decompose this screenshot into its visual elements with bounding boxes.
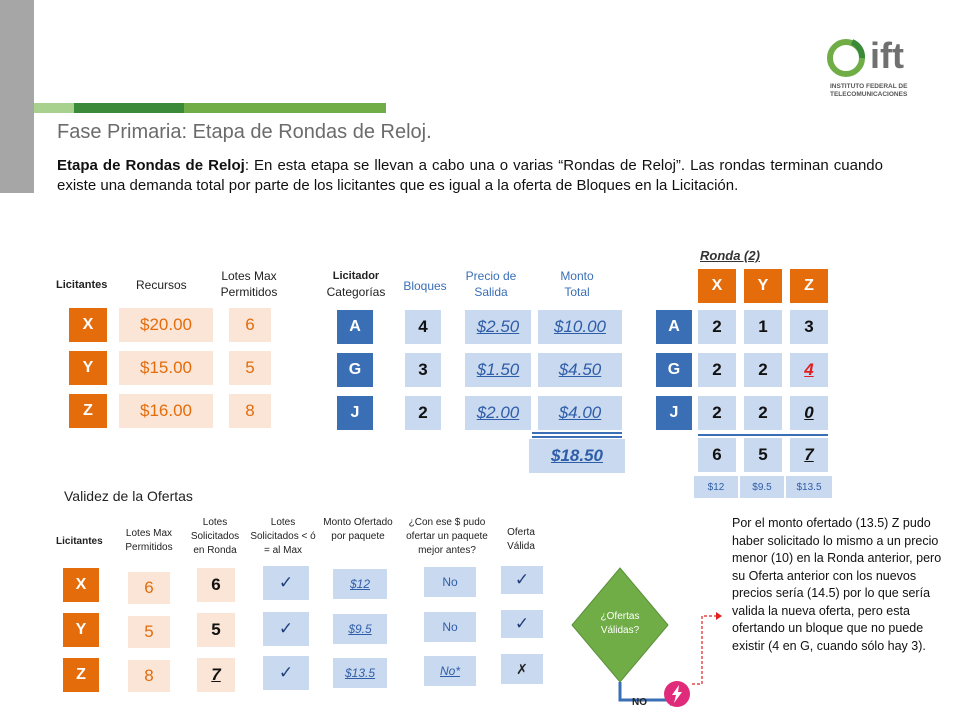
- round-amount-x: $12: [694, 476, 738, 498]
- round-col-z: Z: [790, 269, 828, 303]
- validity-pudo-y: No: [424, 612, 476, 642]
- validity-check-x: ✓: [263, 566, 309, 600]
- validity-max-x: 6: [128, 572, 170, 604]
- ift-logo-line2: TELECOMUNICACIONES: [830, 91, 908, 98]
- validity-monto-z: $13.5: [333, 658, 387, 688]
- decision-diamond: [570, 566, 670, 684]
- categories-total: $18.50: [529, 439, 625, 473]
- validity-title: Validez de la Ofertas: [64, 488, 193, 504]
- page-title: Fase Primaria: Etapa de Rondas de Reloj.: [57, 121, 432, 143]
- category-a-bloques: 4: [405, 310, 441, 344]
- category-j: J: [337, 396, 373, 430]
- round-j-z: 0: [790, 396, 828, 430]
- category-j-monto: $4.00: [538, 396, 622, 430]
- decision-label: ¿Ofertas Válidas?: [600, 611, 640, 636]
- round-col-y: Y: [744, 269, 782, 303]
- bidder-id-x: X: [69, 308, 107, 342]
- categories-header-bloques: Bloques: [403, 279, 447, 293]
- category-a: A: [337, 310, 373, 344]
- validity-valida-x: ✓: [501, 566, 543, 594]
- round-j-y: 2: [744, 396, 782, 430]
- category-g-bloques: 3: [405, 353, 441, 387]
- bidder-id-y: Y: [69, 351, 107, 385]
- categories-header-precio: Precio de Salida: [465, 269, 517, 299]
- header-rule-light: [34, 103, 74, 113]
- validity-header-menor: Lotes Solicitados < ó = al Max: [250, 517, 316, 556]
- validity-id-x: X: [63, 568, 99, 602]
- intro-paragraph: [57, 156, 883, 196]
- validity-max-y: 5: [128, 616, 170, 648]
- validity-sol-x: 6: [197, 568, 235, 602]
- ift-logo-text: ift: [870, 35, 904, 76]
- validity-sol-y: 5: [197, 613, 235, 647]
- round-a-y: 1: [744, 310, 782, 344]
- ift-logo: [826, 36, 946, 100]
- validity-pudo-z: No*: [424, 656, 476, 686]
- round-j-x: 2: [698, 396, 736, 430]
- bidders-header-lotes: Lotes Max Permitidos: [220, 269, 278, 299]
- validity-max-z: 8: [128, 660, 170, 692]
- intro-text: : En esta etapa se llevan a cabo una o varias “Rondas de Reloj”. Las rondas terminan cuando existe una demanda total por parte de los licitantes que es igual a la oferta de Bloques en la Licitación.: [57, 157, 883, 194]
- validity-header-solicitados: Lotes Solicitados en Ronda: [190, 517, 240, 556]
- round-total-z: 7: [790, 438, 828, 472]
- round-amount-y: $9.5: [740, 476, 784, 498]
- validity-sol-z: 7: [197, 658, 235, 692]
- round-amount-z: $13.5: [786, 476, 832, 498]
- category-g-precio: $1.50: [465, 353, 531, 387]
- round-row-a: A: [656, 310, 692, 344]
- category-g: G: [337, 353, 373, 387]
- category-j-bloques: 2: [405, 396, 441, 430]
- validity-id-y: Y: [63, 613, 99, 647]
- bidder-recursos-x: $20.00: [119, 308, 213, 342]
- categories-header-licitador: [316, 268, 396, 300]
- ift-logo-line1: INSTITUTO FEDERAL DE: [830, 83, 908, 90]
- bidders-header-recursos: Recursos: [136, 278, 187, 292]
- bidder-lotes-z: 8: [229, 394, 271, 428]
- round-label: Ronda (2): [700, 248, 760, 263]
- validity-header-valida: Oferta Válida: [507, 527, 535, 552]
- round-total-x: 6: [698, 438, 736, 472]
- validity-header-monto: Monto Ofertado por paquete: [323, 517, 393, 542]
- validity-header-pudo: ¿Con ese $ pudo ofertar un paquete mejor antes?: [406, 517, 488, 556]
- round-g-y: 2: [744, 353, 782, 387]
- lightning-icon: [664, 681, 690, 707]
- round-a-z: 3: [790, 310, 828, 344]
- bidders-header-licitantes: Licitantes: [56, 279, 108, 291]
- category-j-precio: $2.00: [465, 396, 531, 430]
- round-a-x: 2: [698, 310, 736, 344]
- validity-header-licitantes: Licitantes: [56, 536, 103, 547]
- category-g-monto: $4.50: [538, 353, 622, 387]
- intro-bold: Etapa de Rondas de Reloj: [57, 157, 245, 174]
- side-bar: [0, 0, 34, 193]
- decision-no-label: NO: [632, 697, 647, 708]
- ift-logo-mark-icon: [826, 36, 870, 80]
- round-g-x: 2: [698, 353, 736, 387]
- bidder-recursos-z: $16.00: [119, 394, 213, 428]
- validity-valida-z: ✗: [501, 654, 543, 684]
- categories-header-categorias-label: Categorías: [326, 285, 386, 299]
- bidder-id-z: Z: [69, 394, 107, 428]
- validity-check-y: ✓: [263, 612, 309, 646]
- category-a-monto: $10.00: [538, 310, 622, 344]
- round-g-z: 4: [790, 353, 828, 387]
- round-col-x: X: [698, 269, 736, 303]
- validity-pudo-x: No: [424, 567, 476, 597]
- round-row-g: G: [656, 353, 692, 387]
- validity-monto-x: $12: [333, 569, 387, 599]
- categories-header-licitador-label: Licitador: [332, 270, 380, 282]
- reject-icon: [664, 681, 690, 707]
- categories-header-monto: Monto Total: [560, 269, 594, 299]
- validity-header-lotes-max: Lotes Max Permitidos: [125, 528, 173, 553]
- round-total-y: 5: [744, 438, 782, 472]
- bidder-recursos-y: $15.00: [119, 351, 213, 385]
- bidder-lotes-y: 5: [229, 351, 271, 385]
- validity-valida-y: ✓: [501, 610, 543, 638]
- header-rule-dark: [74, 103, 184, 113]
- validity-id-z: Z: [63, 658, 99, 692]
- category-a-precio: $2.50: [465, 310, 531, 344]
- total-rule-top: [532, 432, 622, 434]
- header-rule-green: [184, 103, 386, 113]
- round-row-j: J: [656, 396, 692, 430]
- note-connector-arrow: [690, 608, 724, 688]
- round-total-rule: [698, 434, 828, 436]
- validity-monto-y: $9.5: [333, 614, 387, 644]
- bidder-lotes-x: 6: [229, 308, 271, 342]
- explanation-note: Por el monto ofertado (13.5) Z pudo haber solicitado lo mismo a un precio menor (10) en la Ronda anterior, pero su Oferta anterior con los nuevos precios sería (14.5) por lo que sería valida la nueva oferta, pero esta ofertando un bloque que no puede existir (4 en G, cuando sólo hay 3).: [732, 516, 942, 653]
- total-rule-bottom: [532, 436, 622, 438]
- validity-check-z: ✓: [263, 656, 309, 690]
